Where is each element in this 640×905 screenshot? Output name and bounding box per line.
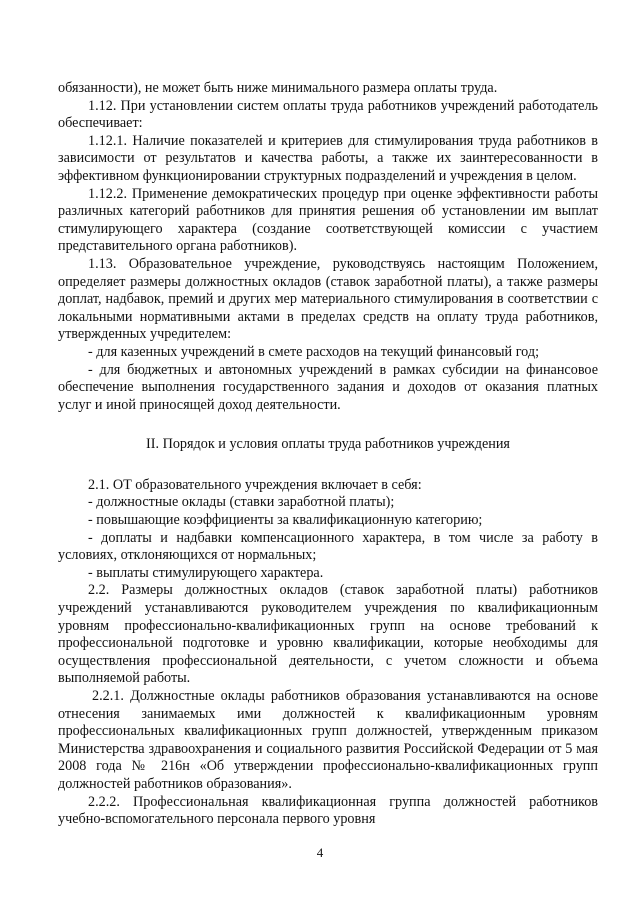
list-item-oklady: - должностные оклады (ставки заработной платы);	[88, 494, 395, 511]
list-item-doplaty: - доплаты и надбавки компенсационного характера, в том числе за работу в условиях, отклоняющихся от нормальных;	[58, 529, 598, 564]
section-heading: II. Порядок и условия оплаты труда работников учреждения	[146, 436, 510, 453]
paragraph-2-2-2: 2.2.2. Профессиональная квалификационная группа должностей работников учебно-вспомогательного персонала первого уровня	[58, 793, 598, 828]
paragraph-2-2: 2.2. Размеры должностных окладов (ставок заработной платы) работников учреждений устанавливаются руководителем учреждения по квалификационным уровням профессионально-квалификационных групп на основе требований к профессиональной подготовке и уровню квалификации, которые необходимы для осуществления профессиональной деятельности, с учетом сложности и объема выполняемой работы.	[58, 582, 598, 687]
list-item-vyplaty: - выплаты стимулирующего характера.	[88, 564, 324, 581]
list-item-koeffitsienty: - повышающие коэффициенты за квалификационную категорию;	[88, 512, 483, 529]
paragraph-2-2-1: 2.2.1. Должностные оклады работников образования устанавливаются на основе отнесения занимаемых ими должностей к квалификационным уровням профессиональных квалификационных групп должностей, утвержденным приказом Министерства здравоохранения и социального развития Российской Федерации от 5 мая 2008 года № 216н «Об утверждении профессионально-квалификационных групп должностей работников образования».	[58, 688, 598, 792]
paragraph-1-12-2: 1.12.2. Применение демократических процедур при оценке эффективности работы различных категорий работников для принятия решения об установлении им выплат стимулирующего характера (создание соответствующей комиссии с участием представительного органа работников).	[58, 185, 598, 255]
paragraph-1-12-1: 1.12.1. Наличие показателей и критериев для стимулирования труда работников в зависимости от результатов и качества работы, а также их заинтересованности в эффективном функционировании структурных подразделений и учреждения в целом.	[58, 132, 598, 184]
page-number: 4	[316, 845, 324, 860]
list-item-byudzhetnye: - для бюджетных и автономных учреждений в рамках субсидии на финансовое обеспечение выполнения государственного задания и доходов от оказания платных услуг и иной приносящей доход деятельности.	[58, 361, 598, 413]
paragraph-1-12: 1.12. При установлении систем оплаты труда работников учреждений работодатель обеспечивает:	[58, 97, 598, 132]
paragraph-1-13: 1.13. Образовательное учреждение, руководствуясь настоящим Положением, определяет размеры должностных окладов (ставок заработной платы), а также размеры доплат, надбавок, премий и других мер материального стимулирования в соответствии с локальными нормативными актами в пределах средств на оплату труда работников, утвержденных учредителем:	[58, 255, 598, 343]
list-item-kazennye: - для казенных учреждений в смете расходов на текущий финансовый год;	[88, 343, 540, 360]
paragraph-2-1: 2.1. ОТ образовательного учреждения включает в себя:	[88, 476, 422, 493]
document-body	[58, 80, 598, 829]
paragraph-continuation: обязанности), не может быть ниже минимального размера оплаты труда.	[58, 80, 498, 96]
